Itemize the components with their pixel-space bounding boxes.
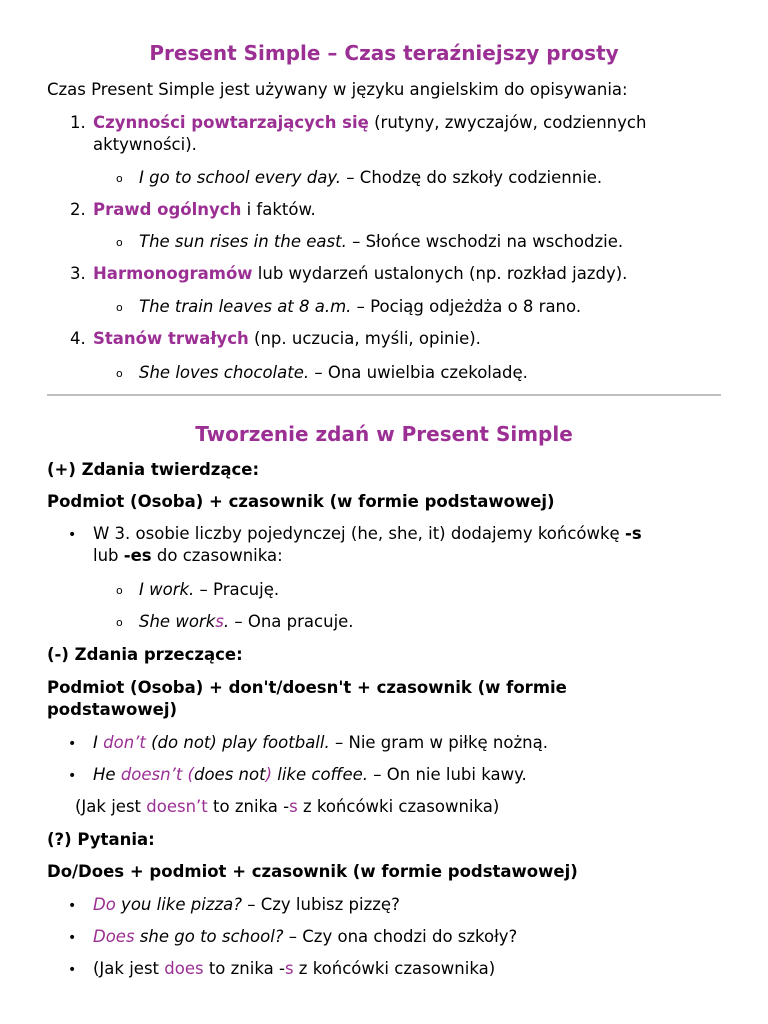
example-translation: – Czy lubisz pizzę? <box>242 895 400 914</box>
note-text <box>75 796 499 818</box>
suffix-s: -s <box>624 524 642 543</box>
note-text <box>93 958 495 980</box>
item-rest: lub wydarzeń ustalonych (np. rozkład jazdy). <box>252 264 628 283</box>
item-rest: (rutyny, zwyczajów, codziennych <box>368 113 647 132</box>
example-sentence: The sun rises in the east. <box>139 232 347 251</box>
bullet-icon: • <box>68 898 77 914</box>
note-part: (Jak jest <box>93 959 165 978</box>
question-formula: Do/Does + podmiot + czasownik (w formie podstawowej) <box>47 862 578 881</box>
bullet-icon: • <box>68 962 77 978</box>
example-part: she go to school? <box>134 927 284 946</box>
rule-part: do czasownika: <box>151 546 283 565</box>
example-part: I <box>93 733 104 752</box>
example-translation: – Czy ona chodzi do szkoły? <box>283 927 518 946</box>
example-translation: – Ona pracuje. <box>229 612 354 631</box>
example-sentence: I go to school every day. <box>139 168 342 187</box>
example-translation: – Pracuję. <box>194 580 280 599</box>
page-title: Present Simple – Czas teraźniejszy prosty <box>149 41 619 65</box>
auxiliary-verb: Do <box>93 895 116 914</box>
example-translation: – Chodzę do szkoły codziennie. <box>341 168 603 187</box>
example-sentence: She loves chocolate. <box>139 363 310 382</box>
item-rest-continued: aktywności). <box>93 135 197 154</box>
bullet-icon: • <box>68 736 77 752</box>
example-line <box>93 764 527 786</box>
item-number: 3. <box>70 264 86 283</box>
item-text <box>93 112 646 134</box>
section-divider <box>47 394 721 396</box>
example-translation: – Nie gram w piłkę nożną. <box>329 733 548 752</box>
example-translation: – Pociąg odjeżdża o 8 rano. <box>351 297 582 316</box>
example-translation: – Słońce wschodzi na wschodzie. <box>346 232 624 251</box>
affirmative-heading: (+) Zdania twierdzące: <box>47 460 260 479</box>
item-term: Stanów trwałych <box>93 329 249 348</box>
example-line <box>139 231 623 253</box>
rule-text <box>93 523 642 545</box>
example-part: He <box>93 765 121 784</box>
circle-bullet-icon: o <box>116 172 123 185</box>
note-part: (Jak jest <box>75 797 147 816</box>
auxiliary-verb: Does <box>93 927 135 946</box>
affirmative-formula: Podmiot (Osoba) + czasownik (w formie podstawowej) <box>47 492 555 511</box>
example-line <box>93 732 548 754</box>
item-number: 2. <box>70 200 86 219</box>
note-part: to znika - <box>207 797 290 816</box>
example-sentence: The train leaves at 8 a.m. <box>139 297 352 316</box>
auxiliary-verb: don’t <box>103 733 146 752</box>
example-part: like coffee. <box>272 765 369 784</box>
bullet-icon: • <box>68 930 77 946</box>
bullet-icon: • <box>68 527 77 543</box>
circle-bullet-icon: o <box>116 367 123 380</box>
example-sentence: I work. <box>139 580 195 599</box>
bullet-icon: • <box>68 768 77 784</box>
example-translation: – Ona uwielbia czekoladę. <box>309 363 528 382</box>
example-translation: – On nie lubi kawy. <box>368 765 527 784</box>
circle-bullet-icon: o <box>116 616 123 629</box>
question-heading: (?) Pytania: <box>47 830 155 849</box>
rule-part: W 3. osobie liczby pojedynczej (he, she, it) dodajemy końcówkę <box>93 524 625 543</box>
example-period: . <box>223 612 230 631</box>
rule-part: lub <box>93 546 124 565</box>
negative-formula: Podmiot (Osoba) + don't/doesn't + czasownik (w formie <box>47 678 567 697</box>
item-text <box>93 328 481 350</box>
example-sentence: She work <box>139 612 216 631</box>
note-part: to znika - <box>203 959 285 978</box>
negative-heading: (-) Zdania przeczące: <box>47 645 243 664</box>
item-term: Czynności powtarzających się <box>93 113 369 132</box>
item-text <box>93 263 627 285</box>
item-rest: (np. uczucia, myśli, opinie). <box>248 329 481 348</box>
rule-text-continued <box>93 545 283 567</box>
closing-paren: ) <box>265 765 273 784</box>
example-part: (do not) play football. <box>145 733 330 752</box>
item-text <box>93 199 316 221</box>
example-line <box>139 611 354 633</box>
item-number: 4. <box>70 329 86 348</box>
auxiliary-verb: doesn’t <box>146 797 208 816</box>
example-part: does not <box>193 765 266 784</box>
suffix-s: s <box>284 959 294 978</box>
note-part: z końcówki czasownika) <box>297 797 500 816</box>
suffix-s: s <box>215 612 224 631</box>
item-number: 1. <box>70 113 86 132</box>
intro-text: Czas Present Simple jest używany w języku angielskim do opisywania: <box>47 80 628 99</box>
example-part: you like pizza? <box>115 895 242 914</box>
item-term: Harmonogramów <box>93 264 253 283</box>
circle-bullet-icon: o <box>116 236 123 249</box>
example-line <box>93 894 400 916</box>
negative-formula-continued: podstawowej) <box>47 700 178 719</box>
example-line <box>139 296 581 318</box>
example-line <box>93 926 517 948</box>
section-title: Tworzenie zdań w Present Simple <box>195 422 573 446</box>
example-line <box>139 167 602 189</box>
example-line <box>139 579 279 601</box>
suffix-es: -es <box>123 546 152 565</box>
item-term: Prawd ogólnych <box>93 200 242 219</box>
item-rest: i faktów. <box>241 200 316 219</box>
note-part: z końcówki czasownika) <box>293 959 496 978</box>
suffix-s: s <box>289 797 298 816</box>
circle-bullet-icon: o <box>116 301 123 314</box>
circle-bullet-icon: o <box>116 584 123 597</box>
auxiliary-verb: does <box>164 959 204 978</box>
example-line <box>139 362 528 384</box>
auxiliary-verb: doesn’t ( <box>120 765 194 784</box>
